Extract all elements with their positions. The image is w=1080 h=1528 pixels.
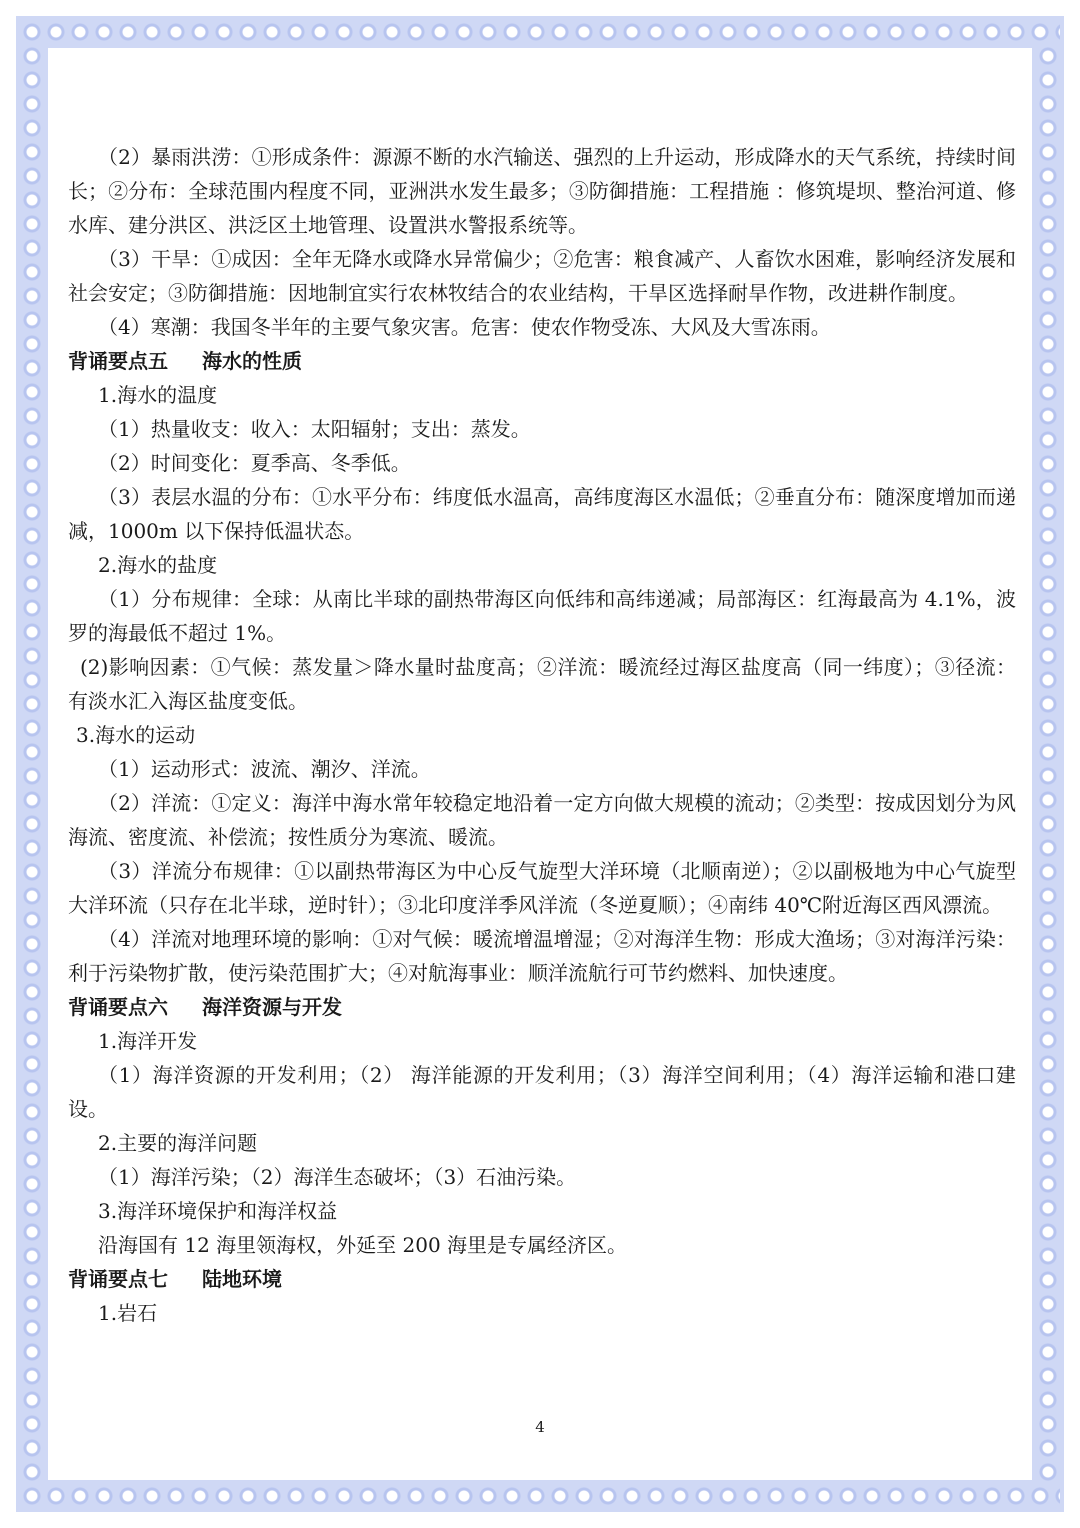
document-body [68,140,1016,1330]
paragraph: （1）分布规律：全球：从南比半球的副热带海区向低纬和高纬递减；局部海区：红海最高为 4.1%，波罗的海最低不超过 1%。 [68,587,1016,645]
section-heading [68,990,1016,1024]
paragraph: （1）海洋资源的开发利用；（2） 海洋能源的开发利用；（3）海洋空间利用；（4）海洋运输和港口建设。 [68,1063,1016,1121]
section-heading-title: 陆地环境 [202,1267,282,1291]
paragraph: 3.海洋环境保护和海洋权益 [98,1199,338,1223]
paragraph: 1.海水的温度 [98,383,218,407]
section-heading-title: 海洋资源与开发 [202,995,342,1019]
paragraph: （3）表层水温的分布：①水平分布：纬度低水温高，高纬度海区水温低；②垂直分布：随深度增加而递减，1000m 以下保持低温状态。 [68,485,1016,543]
paragraph: 1.岩石 [98,1301,158,1325]
paragraph: （2）洋流：①定义：海洋中海水常年较稳定地沿着一定方向做大规模的流动；②类型：按成因划分为风海流、密度流、补偿流；按性质分为寒流、暖流。 [68,791,1016,849]
paragraph: (2)影响因素：①气候：蒸发量＞降水量时盐度高；②洋流：暖流经过海区盐度高（同一纬度）；③径流：有淡水汇入海区盐度变低。 [68,655,1016,713]
paragraph: （2）时间变化：夏季高、冬季低。 [98,451,411,475]
paragraph: 2.海水的盐度 [98,553,218,577]
border-dots-right [1036,44,1060,1484]
section-heading-label: 背诵要点五 [68,349,168,373]
section-heading [68,1262,1016,1296]
border-dots-left [20,44,44,1484]
paragraph: 2.主要的海洋问题 [98,1131,258,1155]
section-heading-label: 背诵要点七 [68,1267,168,1291]
section-heading [68,344,1016,378]
paragraph: （3）干旱：①成因：全年无降水或降水异常偏少；②危害：粮食减产、人畜饮水困难，影响经济发展和社会安定；③防御措施：因地制宜实行农林牧结合的农业结构，干旱区选择耐旱作物，改进耕作制度。 [68,247,1016,305]
border-dots-top [20,20,1060,44]
paragraph: （1）热量收支：收入：太阳辐射；支出：蒸发。 [98,417,531,441]
paragraph: 1.海洋开发 [98,1029,198,1053]
section-heading-title: 海水的性质 [202,349,302,373]
paragraph: （1）海洋污染；（2）海洋生态破坏；（3）石油污染。 [98,1165,577,1189]
border-dots-bottom [20,1484,1060,1508]
page-number: 4 [535,1418,545,1436]
paragraph: （2）暴雨洪涝：①形成条件：源源不断的水汽输送、强烈的上升运动，形成降水的天气系统，持续时间长；②分布：全球范围内程度不同，亚洲洪水发生最多；③防御措施：工程措施 ：修筑堤坝、整治河道、修水库、建分洪区、洪泛区土地管理、设置洪水警报系统等。 [68,145,1016,237]
paragraph: （3）洋流分布规律：①以副热带海区为中心反气旋型大洋环境（北顺南逆）；②以副极地为中心气旋型大洋环流（只存在北半球，逆时针）；③北印度洋季风洋流（冬逆夏顺）；④南纬 40℃附近海区西风漂流。 [68,859,1016,917]
paragraph: 3.海水的运动 [76,723,196,747]
paragraph: （1）运动形式：波流、潮汐、洋流。 [98,757,431,781]
paragraph: （4）洋流对地理环境的影响：①对气候：暖流增温增湿；②对海洋生物：形成大渔场；③对海洋污染：利于污染物扩散，使污染范围扩大；④对航海事业：顺洋流航行可节约燃料、加快速度。 [68,927,1016,985]
section-heading-label: 背诵要点六 [68,995,168,1019]
paragraph: 沿海国有 12 海里领海权，外延至 200 海里是专属经济区。 [98,1233,628,1257]
paragraph: （4）寒潮：我国冬半年的主要气象灾害。危害：使农作物受冻、大风及大雪冻雨。 [98,315,831,339]
